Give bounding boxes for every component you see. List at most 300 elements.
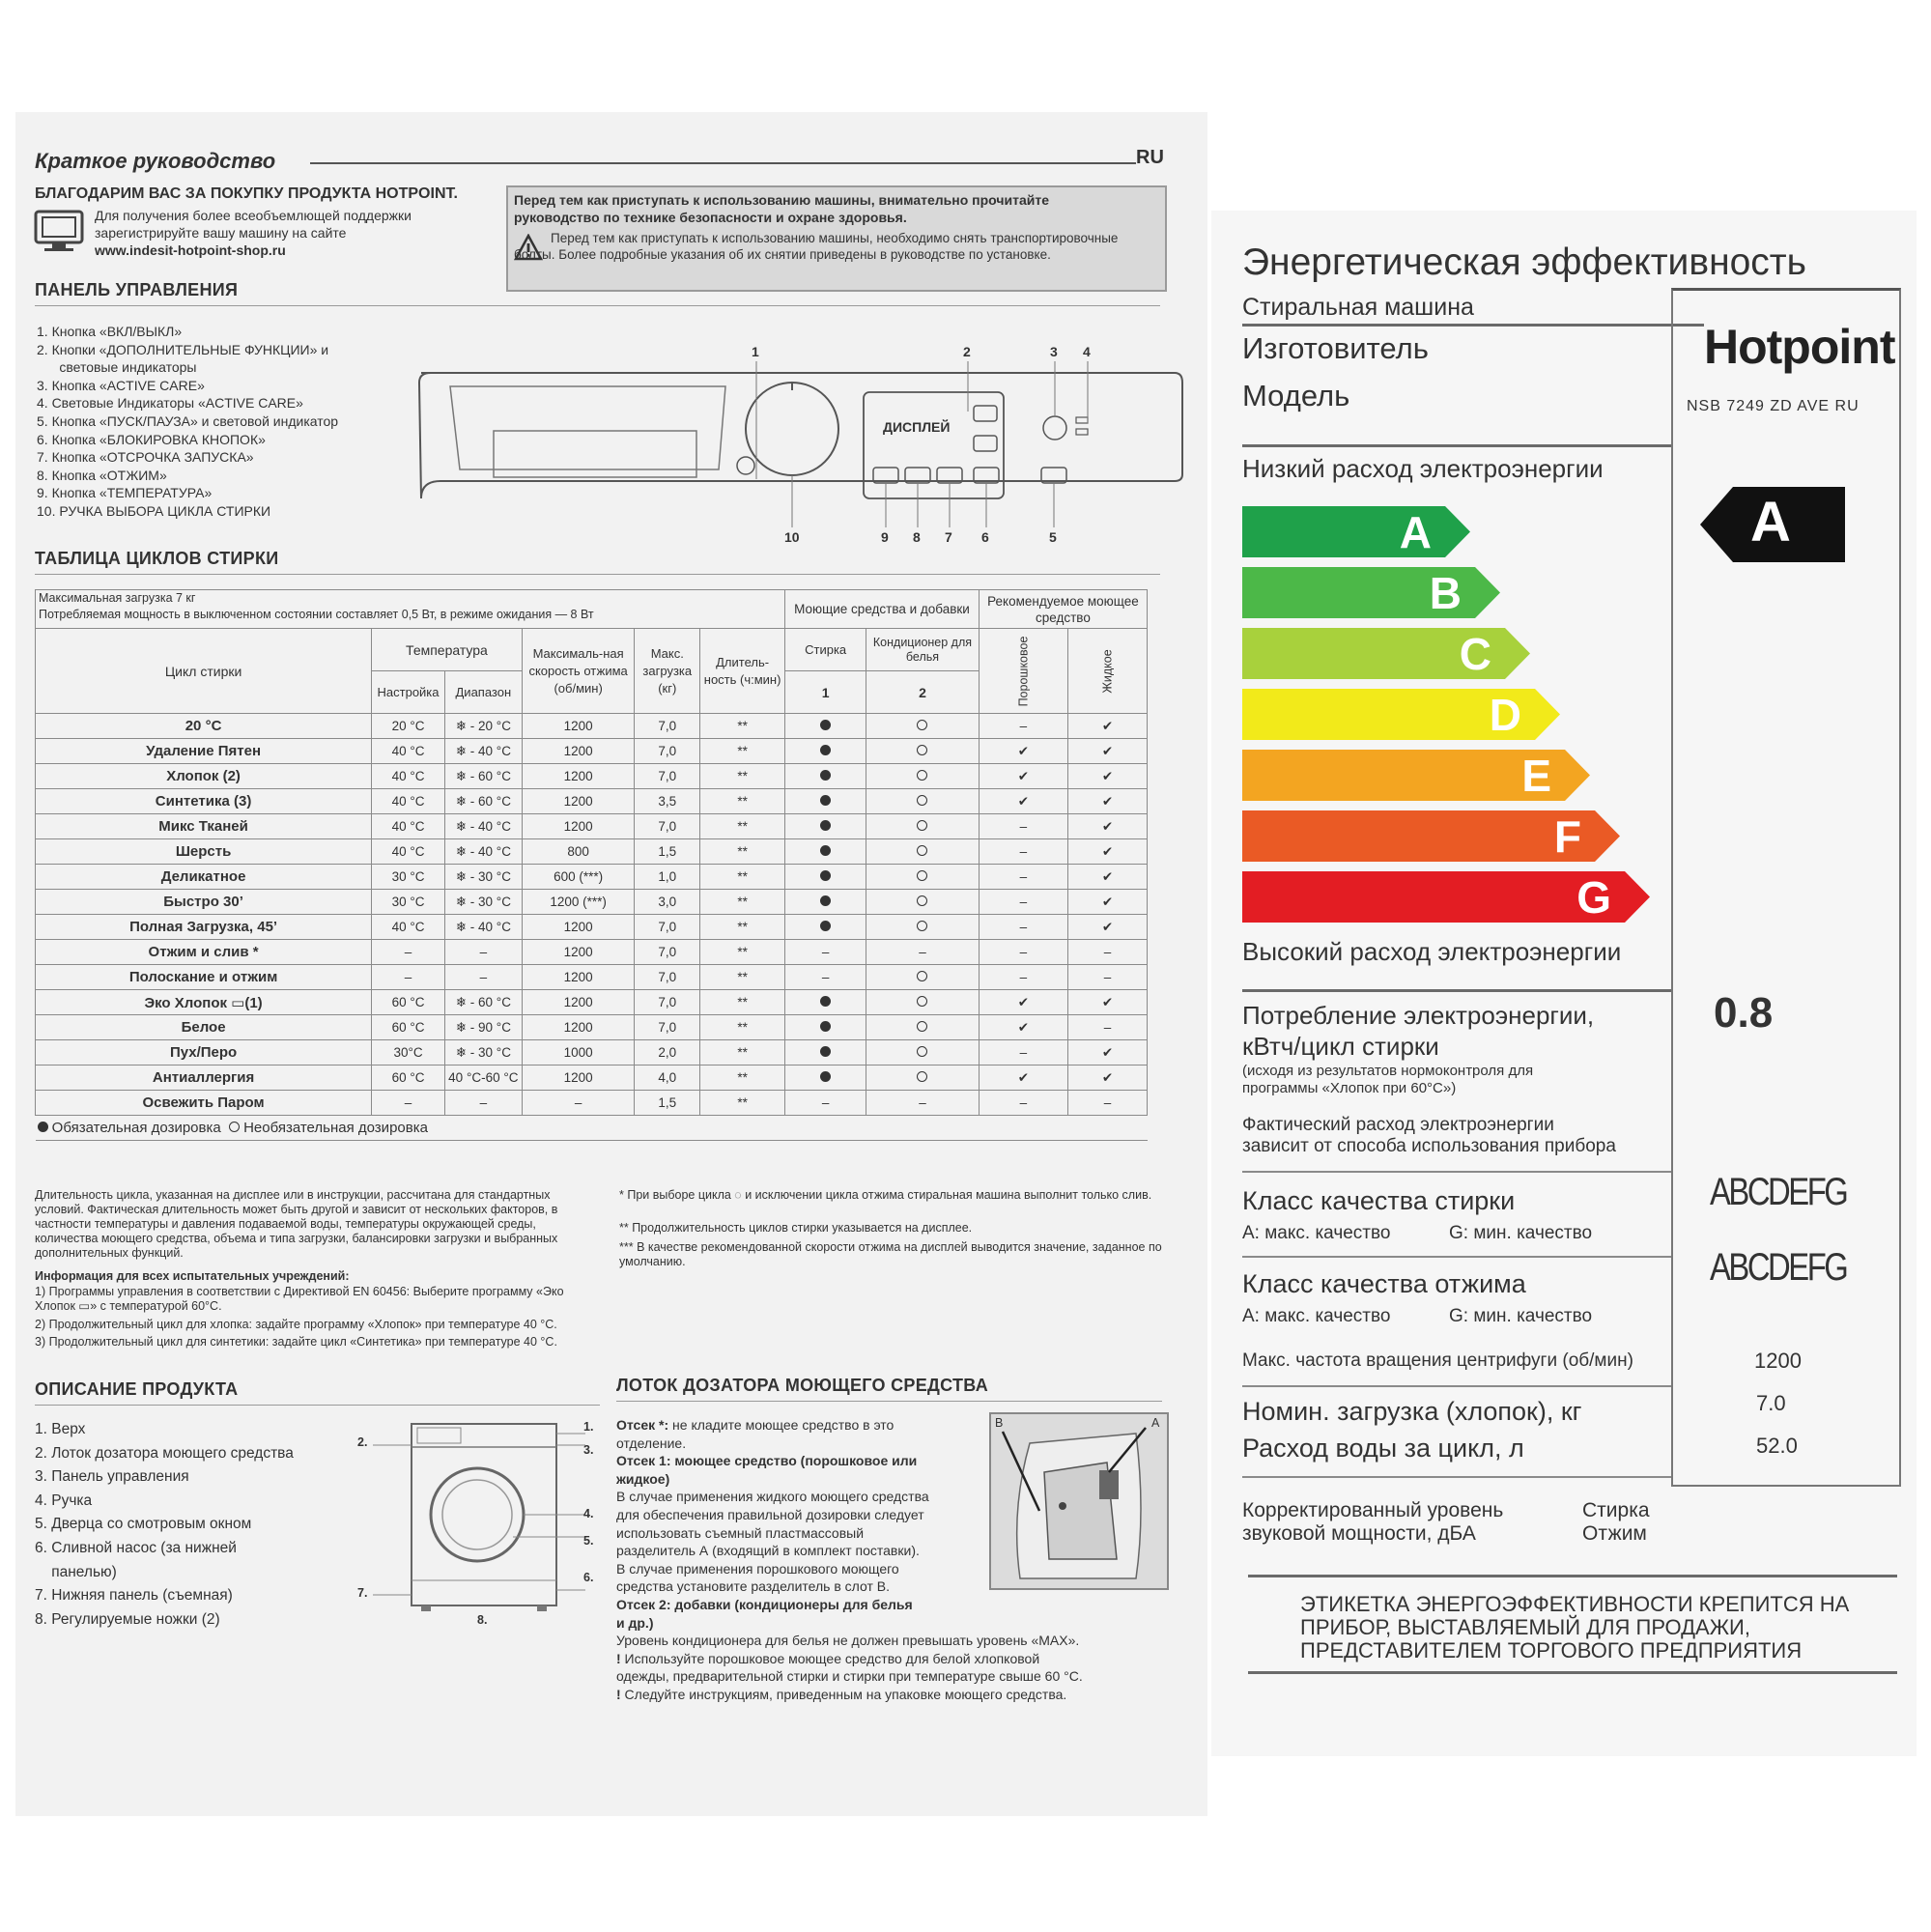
- panel-item: 7. Кнопка «ОТСРОЧКА ЗАПУСКА»: [37, 449, 254, 466]
- cell-soft: [866, 965, 980, 990]
- cell-name: Синтетика (3): [36, 789, 372, 814]
- power-note-text: Потребляемая мощность в выключенном состоянии составляет 0,5 Вт, в режиме ожидания — 8 Вт: [39, 608, 594, 621]
- cell-soft: –: [866, 1091, 980, 1116]
- cell-soft: –: [866, 940, 980, 965]
- optional-dose-icon: [917, 971, 927, 981]
- legend-required: Обязательная дозировка: [51, 1120, 221, 1136]
- footnote-3: *** В качестве рекомендованной скорости отжима на дисплей выводится значение, заданное по умолчанию.: [619, 1240, 1162, 1268]
- cell-soft: [866, 814, 980, 839]
- dispenser-line-bold: Отсек 2: добавки (кондиционеры для белья: [616, 1596, 913, 1612]
- noise-spin: Отжим: [1582, 1522, 1647, 1545]
- energy-class-letter: E: [1521, 751, 1551, 801]
- cell-set: 40 °C: [372, 915, 445, 940]
- cell-liquid: –: [1068, 940, 1148, 965]
- cell-wash: [785, 915, 866, 940]
- cell-name: Удаление Пятен: [36, 739, 372, 764]
- cell-name: Эко Хлопок ▭(1): [36, 990, 372, 1015]
- lab-info-2: 2) Продолжительный цикл для хлопка: задайте программу «Хлопок» при температуре 40 °C.: [35, 1318, 557, 1331]
- cell-soft: [866, 714, 980, 739]
- computer-icon: [33, 209, 85, 253]
- cell-liquid: ✔: [1068, 990, 1148, 1015]
- cell-wash: [785, 890, 866, 915]
- dispenser-line: [616, 1560, 983, 1578]
- spin-speed-label: Макс. частота вращения центрифуги (об/мин): [1242, 1350, 1633, 1371]
- dispenser-line: [616, 1614, 983, 1633]
- cell-set: 30 °C: [372, 865, 445, 890]
- load-label: Номин. загрузка (хлопок), кг: [1242, 1397, 1582, 1426]
- cell-dur: **: [700, 1091, 785, 1116]
- col-range: Диапазон: [444, 671, 522, 714]
- cell-name: 20 °C: [36, 714, 372, 739]
- washer-callout: 8.: [477, 1613, 488, 1627]
- thanks-line: БЛАГОДАРИМ ВАС ЗА ПОКУПКУ ПРОДУКТА HOTPOINT.: [35, 185, 458, 202]
- callout-8: 8: [913, 529, 921, 545]
- noise-rule: [1242, 1476, 1671, 1478]
- cell-powder: –: [979, 839, 1067, 865]
- control-panel-diagram: [402, 315, 1189, 547]
- actual-note-1: Фактический расход электроэнергии: [1242, 1115, 1554, 1135]
- panel-item: 6. Кнопка «БЛОКИРОВКА КНОПОК»: [37, 431, 266, 447]
- cell-soft: [866, 1015, 980, 1040]
- panel-item: 2. Кнопки «ДОПОЛНИТЕЛЬНЫЕ ФУНКЦИИ» и: [37, 341, 329, 357]
- cell-powder: –: [979, 1091, 1067, 1116]
- cell-load: 4,0: [635, 1065, 700, 1091]
- cell-wash: [785, 764, 866, 789]
- cell-range: ❄ - 60 °C: [444, 764, 522, 789]
- support-line-1: Для получения более всеобъемлющей поддержки: [95, 208, 412, 223]
- noise-label-2: звуковой мощности, дБА: [1242, 1522, 1476, 1545]
- cell-set: –: [372, 940, 445, 965]
- spin-min-quality: G: мин. качество: [1449, 1306, 1593, 1326]
- cell-load: 3,5: [635, 789, 700, 814]
- cell-liquid: ✔: [1068, 764, 1148, 789]
- optional-dose-icon: [917, 996, 927, 1007]
- product-items-list: [35, 1418, 294, 1632]
- rating-letter: A: [1750, 491, 1791, 554]
- optional-dose-icon: [917, 770, 927, 781]
- title-rule: [310, 162, 1136, 164]
- water-label: Расход воды за цикл, л: [1242, 1434, 1524, 1463]
- cell-wash: –: [785, 1091, 866, 1116]
- noise-label-1: Корректированный уровень: [1242, 1499, 1504, 1521]
- dispenser-line: [616, 1416, 983, 1435]
- spin-speed-value: 1200: [1754, 1349, 1802, 1373]
- energy-class-bar-f: [1242, 810, 1620, 862]
- cell-powder: –: [979, 890, 1067, 915]
- cell-name: Пух/Перо: [36, 1040, 372, 1065]
- washer-callout: 3.: [583, 1443, 594, 1457]
- maker-label: Изготовитель: [1242, 331, 1429, 365]
- optional-dose-icon: [917, 921, 927, 931]
- col-liquid-label: Жидкое: [1100, 648, 1115, 694]
- cell-range: ❄ - 40 °C: [444, 915, 522, 940]
- cell-set: 40 °C: [372, 764, 445, 789]
- col-setting: Настройка: [372, 671, 445, 714]
- cell-spin: 1200: [522, 789, 635, 814]
- load-value: 7.0: [1756, 1391, 1786, 1415]
- required-dose-icon: [820, 720, 831, 730]
- energy-class-letter: C: [1459, 629, 1491, 679]
- cell-wash: [785, 1065, 866, 1091]
- optional-dose-icon: [229, 1122, 240, 1132]
- table-row: [36, 839, 1148, 865]
- brand-logo: Hotpoint: [1704, 320, 1895, 374]
- cell-range: ❄ - 20 °C: [444, 714, 522, 739]
- energy-class-bar-d: [1242, 689, 1560, 740]
- dispenser-line-text: отделение.: [616, 1435, 687, 1451]
- col-powder: [979, 629, 1067, 714]
- cell-set: 40 °C: [372, 839, 445, 865]
- callout-10: 10: [784, 529, 800, 545]
- subtitle-rule: [1242, 324, 1704, 327]
- dispenser-line: [616, 1452, 983, 1470]
- low-consumption-text: Низкий расход электроэнергии: [1242, 454, 1604, 483]
- lab-info-1: 1) Программы управления в соответствии с Директивой EN 60456: Выберите программу «Эко Хлопок ▭» с температурой 60°C.: [35, 1285, 564, 1313]
- required-dose-icon: [820, 895, 831, 906]
- product-heading: ОПИСАНИЕ ПРОДУКТА: [35, 1379, 239, 1399]
- product-item: 8. Регулируемые ножки (2): [35, 1610, 220, 1628]
- cell-dur: **: [700, 865, 785, 890]
- cell-powder: –: [979, 965, 1067, 990]
- cell-powder: ✔: [979, 990, 1067, 1015]
- wash-class-scale: ABCDEFG: [1710, 1171, 1847, 1213]
- callout-3: 3: [1050, 344, 1058, 359]
- cell-name: Полоскание и отжим: [36, 965, 372, 990]
- cell-range: ❄ - 40 °C: [444, 739, 522, 764]
- cell-dur: **: [700, 714, 785, 739]
- cell-spin: 1200 (***): [522, 890, 635, 915]
- cell-load: 3,0: [635, 890, 700, 915]
- energy-class-arrow: [1242, 506, 1470, 557]
- dispenser-heading-rule: [616, 1401, 1162, 1402]
- cell-load: 1,5: [635, 1091, 700, 1116]
- washer-callout: 2.: [357, 1435, 368, 1449]
- model-rule: [1242, 444, 1671, 447]
- product-item: 2. Лоток дозатора моющего средства: [35, 1444, 294, 1462]
- cell-range: ❄ - 30 °C: [444, 1040, 522, 1065]
- cell-powder: ✔: [979, 764, 1067, 789]
- cell-powder: –: [979, 714, 1067, 739]
- cell-soft: [866, 865, 980, 890]
- high-consumption-text: Высокий расход электроэнергии: [1242, 937, 1622, 966]
- cell-powder: ✔: [979, 739, 1067, 764]
- dispenser-drawing: [991, 1414, 1167, 1588]
- cell-set: 60 °C: [372, 1015, 445, 1040]
- cell-name: Освежить Паром: [36, 1091, 372, 1116]
- dispenser-line-text: использовать съемный пластмассовый: [616, 1524, 865, 1541]
- optional-dose-icon: [917, 745, 927, 755]
- panel-item: 1. Кнопка «ВКЛ/ВЫКЛ»: [37, 324, 183, 339]
- cell-range: ❄ - 30 °C: [444, 890, 522, 915]
- energy-class-letter: D: [1489, 690, 1521, 740]
- cell-powder: –: [979, 1040, 1067, 1065]
- cell-load: 7,0: [635, 1015, 700, 1040]
- col-temperature: Температура: [372, 629, 523, 671]
- col-liquid: [1068, 629, 1148, 714]
- cell-liquid: ✔: [1068, 890, 1148, 915]
- wash-min-quality: G: мин. качество: [1449, 1223, 1593, 1243]
- product-item: 4. Ручка: [35, 1492, 93, 1509]
- spin-class-rule: [1242, 1256, 1671, 1258]
- cell-wash: [785, 1040, 866, 1065]
- cell-load: 2,0: [635, 1040, 700, 1065]
- consumption-title-1: Потребление электроэнергии,: [1242, 1001, 1595, 1030]
- cell-range: ❄ - 40 °C: [444, 814, 522, 839]
- cell-load: 7,0: [635, 965, 700, 990]
- callout-7: 7: [945, 529, 952, 545]
- callout-9: 9: [881, 529, 889, 545]
- cell-soft: [866, 1065, 980, 1091]
- panel-item: 8. Кнопка «ОТЖИМ»: [37, 467, 167, 483]
- energy-class-letter: G: [1576, 872, 1611, 923]
- optional-dose-icon: [917, 1071, 927, 1082]
- required-dose-icon: [38, 1122, 48, 1132]
- dispenser-line: [616, 1435, 983, 1453]
- panel-item: световые индикаторы: [37, 359, 197, 376]
- table-row: [36, 714, 1148, 739]
- panel-item: 10. РУЧКА ВЫБОРА ЦИКЛА СТИРКИ: [37, 502, 271, 519]
- cell-set: 60 °C: [372, 990, 445, 1015]
- dispenser-tag-b: B: [995, 1416, 1004, 1430]
- cell-spin: 1200: [522, 990, 635, 1015]
- table-row: [36, 814, 1148, 839]
- table-row: [36, 865, 1148, 890]
- cell-dur: **: [700, 739, 785, 764]
- dispenser-line: [616, 1470, 983, 1489]
- cell-soft: [866, 764, 980, 789]
- cell-range: –: [444, 1091, 522, 1116]
- product-item: панелью): [35, 1563, 117, 1580]
- energy-class-bar-e: [1242, 750, 1590, 801]
- cell-liquid: ✔: [1068, 814, 1148, 839]
- energy-class-letter: F: [1553, 811, 1581, 862]
- required-dose-icon: [820, 1021, 831, 1032]
- cell-spin: 1200: [522, 1015, 635, 1040]
- panel-items-list: [37, 323, 338, 521]
- spin-class-scale: ABCDEFG: [1710, 1246, 1847, 1289]
- cell-powder: ✔: [979, 1015, 1067, 1040]
- quick-guide-sheet: [15, 112, 1207, 1816]
- col-spin: Максималь-ная скорость отжима (об/мин): [522, 629, 635, 714]
- dispenser-line: [616, 1686, 1186, 1704]
- required-dose-icon: [820, 845, 831, 856]
- cycle-rows: [36, 714, 1148, 1116]
- dispenser-line: [616, 1488, 983, 1506]
- support-url[interactable]: www.indesit-hotpoint-shop.ru: [95, 242, 286, 258]
- cell-range: ❄ - 30 °C: [444, 865, 522, 890]
- optional-dose-icon: [917, 1046, 927, 1057]
- cell-load: 7,0: [635, 764, 700, 789]
- cycles-heading-rule: [35, 574, 1160, 575]
- dispenser-line: [616, 1506, 983, 1524]
- cell-wash: [785, 789, 866, 814]
- cell-wash: –: [785, 965, 866, 990]
- dispenser-line-bold: !: [616, 1650, 621, 1666]
- energy-class-letter: B: [1429, 568, 1462, 618]
- cell-load: 1,0: [635, 865, 700, 890]
- dispenser-line: [616, 1650, 1186, 1668]
- cell-range: –: [444, 940, 522, 965]
- panel-heading-rule: [35, 305, 1160, 306]
- optional-dose-icon: [917, 720, 927, 730]
- cell-spin: 800: [522, 839, 635, 865]
- dispenser-line-bold: !: [616, 1686, 621, 1702]
- wash-max-quality: A: макс. качество: [1242, 1223, 1391, 1243]
- dispenser-line-text: разделитель А (входящий в комплект поставки).: [616, 1543, 920, 1559]
- model-label: Модель: [1242, 379, 1350, 412]
- cell-set: –: [372, 1091, 445, 1116]
- consumption-value: 0.8: [1714, 989, 1774, 1037]
- dispenser-line: [616, 1542, 983, 1560]
- col-recommended: Рекомендуемое моющее средство: [979, 590, 1147, 629]
- lab-info-title: Информация для всех испытательных учреждений:: [35, 1269, 350, 1283]
- dispenser-line-text: В случае применения жидкого моющего средства: [616, 1489, 929, 1505]
- footer-bottom-rule: [1248, 1671, 1897, 1674]
- washer-callout: 5.: [583, 1534, 594, 1548]
- callout-6: 6: [981, 529, 989, 545]
- cell-wash: [785, 739, 866, 764]
- dispenser-line: [616, 1596, 983, 1614]
- cell-liquid: ✔: [1068, 789, 1148, 814]
- dispenser-line-text: В случае применения порошкового моющего: [616, 1560, 899, 1577]
- cell-powder: –: [979, 865, 1067, 890]
- col-cycle: Цикл стирки: [36, 629, 372, 714]
- dispenser-line-bold: Отсек *:: [616, 1417, 669, 1433]
- scale-rule: [1242, 989, 1671, 992]
- cell-spin: 1000: [522, 1040, 635, 1065]
- cell-liquid: –: [1068, 1091, 1148, 1116]
- washer-callout: 4.: [583, 1507, 594, 1520]
- footer-line-1: ЭТИКЕТКА ЭНЕРГОЭФФЕКТИВНОСТИ КРЕПИТСЯ НА: [1300, 1592, 1850, 1616]
- dispenser-line: [616, 1577, 983, 1596]
- table-row: [36, 1015, 1148, 1040]
- cell-liquid: ✔: [1068, 1040, 1148, 1065]
- cell-dur: **: [700, 915, 785, 940]
- table-row: [36, 890, 1148, 915]
- cell-dur: **: [700, 940, 785, 965]
- cell-spin: 600 (***): [522, 865, 635, 890]
- table-row: [36, 965, 1148, 990]
- cell-dur: **: [700, 1040, 785, 1065]
- cell-spin: 1200: [522, 940, 635, 965]
- label-subtitle: Стиральная машина: [1242, 294, 1474, 321]
- callout-1: 1: [752, 344, 759, 359]
- cell-spin: 1200: [522, 814, 635, 839]
- washer-callout: 1.: [583, 1420, 594, 1434]
- legend-optional: Необязательная дозировка: [243, 1120, 428, 1136]
- cell-wash: –: [785, 940, 866, 965]
- cell-set: –: [372, 965, 445, 990]
- cell-set: 60 °C: [372, 1065, 445, 1091]
- required-dose-icon: [820, 1071, 831, 1082]
- cell-dur: **: [700, 890, 785, 915]
- col-powder-label: Порошковое: [1016, 636, 1031, 706]
- product-item: 6. Сливной насос (за нижней: [35, 1539, 237, 1556]
- optional-dose-icon: [917, 870, 927, 881]
- safety-notice-warning: Перед тем как приступать к использованию машины, необходимо снять транспортировочные болты. Более подробные указания об их снятии приведены в руководстве по установке.: [514, 231, 1119, 262]
- cell-range: ❄ - 90 °C: [444, 1015, 522, 1040]
- cell-powder: –: [979, 940, 1067, 965]
- callout-4: 4: [1083, 344, 1091, 359]
- cell-range: ❄ - 40 °C: [444, 839, 522, 865]
- dispenser-line-bold: Отсек 1: моющее средство (порошковое или: [616, 1453, 918, 1469]
- table-row: [36, 990, 1148, 1015]
- energy-label: [1211, 211, 1917, 1756]
- water-value: 52.0: [1756, 1434, 1798, 1458]
- energy-class-bar-a: [1242, 506, 1470, 557]
- control-panel-drawing: [402, 315, 1189, 547]
- cell-liquid: ✔: [1068, 739, 1148, 764]
- energy-class-bar-g: [1242, 871, 1650, 923]
- product-item: 3. Панель управления: [35, 1468, 189, 1486]
- table-row: [36, 764, 1148, 789]
- cell-wash: [785, 714, 866, 739]
- wash-class-label: Класс качества стирки: [1242, 1186, 1516, 1215]
- cell-range: ❄ - 60 °C: [444, 990, 522, 1015]
- dispenser-line-text: не кладите моющее средство в это: [668, 1417, 895, 1433]
- cell-set: 20 °C: [372, 714, 445, 739]
- cell-spin: –: [522, 1091, 635, 1116]
- washer-callout: 6.: [583, 1571, 594, 1584]
- wash-cycles-table: [35, 589, 1148, 1141]
- load-rule: [1242, 1385, 1671, 1387]
- dispenser-diagram: [989, 1412, 1169, 1590]
- required-dose-icon: [820, 795, 831, 806]
- cell-soft: [866, 1040, 980, 1065]
- optional-dose-icon: [917, 895, 927, 906]
- cell-liquid: ✔: [1068, 839, 1148, 865]
- consumption-title-2: кВтч/цикл стирки: [1242, 1032, 1439, 1061]
- required-dose-icon: [820, 770, 831, 781]
- support-line-2: зарегистрируйте вашу машину на сайте: [95, 225, 347, 241]
- dispenser-tag-a: A: [1151, 1416, 1160, 1430]
- cell-wash: [785, 814, 866, 839]
- cell-dur: **: [700, 1065, 785, 1091]
- cell-soft: [866, 739, 980, 764]
- cell-soft: [866, 915, 980, 940]
- cell-wash: [785, 865, 866, 890]
- spin-class-label: Класс качества отжима: [1242, 1269, 1526, 1298]
- cell-spin: 1200: [522, 714, 635, 739]
- optional-dose-icon: [917, 820, 927, 831]
- washer-callout: 7.: [357, 1586, 368, 1600]
- table-row: [36, 789, 1148, 814]
- cell-set: 40 °C: [372, 739, 445, 764]
- table-row: [36, 1065, 1148, 1091]
- dispenser-line-text: средства установите разделитель в слот В.: [616, 1578, 890, 1595]
- footnote-2: ** Продолжительность циклов стирки указывается на дисплее.: [619, 1221, 973, 1235]
- energy-class-bar-b: [1242, 567, 1500, 618]
- guide-title: Краткое руководство: [35, 149, 276, 173]
- lab-info-3: 3) Продолжительный цикл для синтетики: задайте цикл «Синтетика» при температуре 40 °C.: [35, 1335, 557, 1349]
- washer-drawing: [354, 1406, 605, 1629]
- cell-powder: ✔: [979, 1065, 1067, 1091]
- cell-range: –: [444, 965, 522, 990]
- cell-powder: –: [979, 915, 1067, 940]
- cell-name: Быстро 30’: [36, 890, 372, 915]
- safety-notice-box: [506, 185, 1167, 292]
- col-wash: Стирка: [785, 629, 866, 671]
- table-row: [36, 1091, 1148, 1116]
- dispenser-line: [616, 1667, 1186, 1686]
- required-dose-icon: [820, 921, 831, 931]
- cell-dur: **: [700, 990, 785, 1015]
- right-column-frame: [1671, 288, 1901, 1487]
- spin-max-quality: A: макс. качество: [1242, 1306, 1391, 1326]
- cell-liquid: –: [1068, 1015, 1148, 1040]
- energy-class-letter: A: [1399, 507, 1432, 557]
- cell-soft: [866, 839, 980, 865]
